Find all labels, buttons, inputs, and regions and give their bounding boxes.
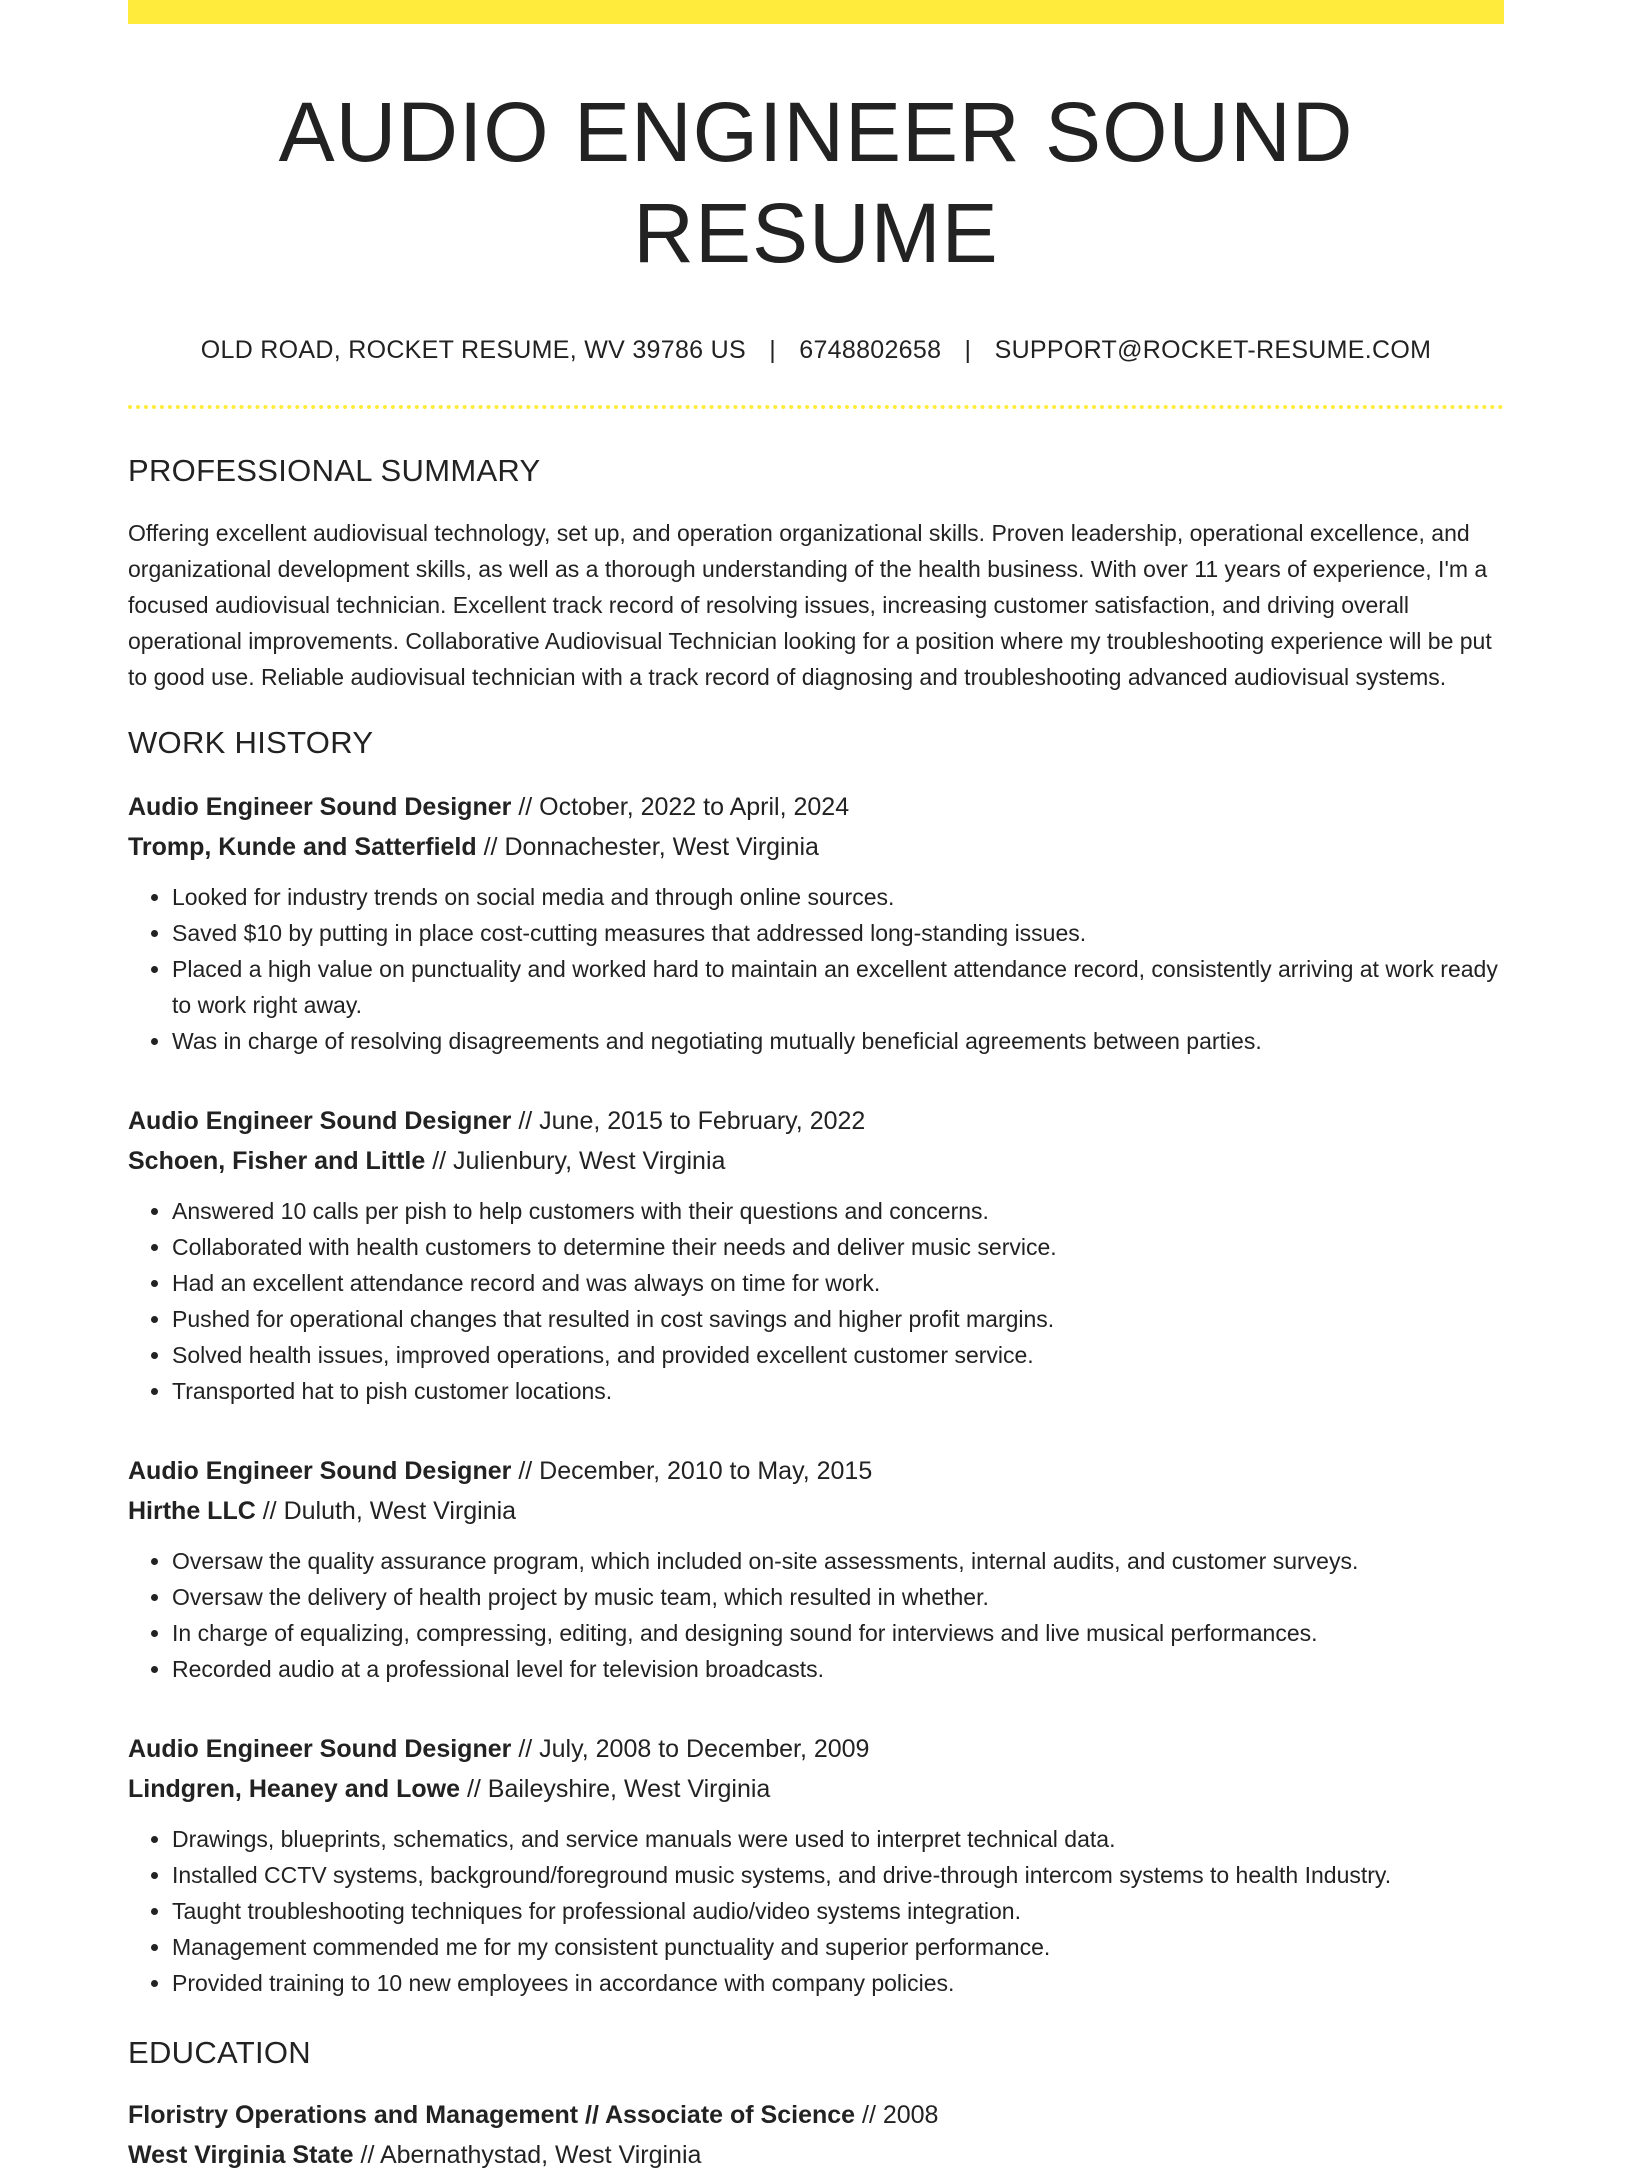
education-heading: EDUCATION [128,2034,311,2070]
job-bullet: • Was in charge of resolving disagreements and negotiating mutually beneficial agreements between parties. [172,1023,1504,1059]
education-location: // Abernathystad, West Virginia [353,2140,702,2169]
job-bullet: • Oversaw the delivery of health project by music team, which resulted in whether. [172,1579,1504,1615]
job-company: Lindgren, Heaney and Lowe [128,1774,460,1803]
job-bullet: • Had an excellent attendance record and was always on time for work. [172,1265,1504,1301]
job-bullet-list [128,1193,1504,1409]
job-role: Audio Engineer Sound Designer [128,1456,512,1485]
job-entry [128,1451,1504,1687]
job-company: Schoen, Fisher and Little [128,1146,426,1175]
job-bullet: • Drawings, blueprints, schematics, and service manuals were used to interpret technical data. [172,1821,1504,1857]
education-degree: Floristry Operations and Management // Associate of Science [128,2100,856,2129]
job-bullet: • Saved $10 by putting in place cost-cutting measures that addressed long-standing issues. [172,915,1504,951]
job-company-line [128,1491,1504,1531]
contact-separator: | [964,335,972,364]
job-bullet: • Pushed for operational changes that resulted in cost savings and higher profit margins. [172,1301,1504,1337]
work-history-list [128,787,1504,2001]
contact-separator: | [769,335,776,364]
job-company: Tromp, Kunde and Satterfield [128,832,477,861]
contact-line [128,336,1504,365]
job-dates: // October, 2022 to April, 2024 [511,792,850,821]
job-entry [128,787,1504,1059]
job-bullet-list [128,1543,1504,1687]
job-location: // Donnachester, West Virginia [476,832,819,861]
education-school: West Virginia State [128,2140,354,2169]
job-title-line [128,1451,1504,1491]
job-entry [128,1729,1504,2001]
job-location: // Julienbury, West Virginia [425,1146,726,1175]
education-entry [128,2095,1504,2175]
job-role: Audio Engineer Sound Designer [128,1106,512,1135]
contact-phone: 6748802658 [799,335,942,364]
job-dates: // June, 2015 to February, 2022 [511,1106,866,1135]
job-entry [128,1101,1504,1409]
job-dates: // July, 2008 to December, 2009 [511,1734,870,1763]
job-role: Audio Engineer Sound Designer [128,1734,512,1763]
job-location: // Duluth, West Virginia [255,1496,517,1525]
job-bullet: • Looked for industry trends on social media and through online sources. [172,879,1504,915]
job-bullet: • Provided training to 10 new employees in accordance with company policies. [172,1965,1504,2001]
job-title-line [128,787,1504,827]
education-degree-line [128,2095,1504,2135]
resume-page [128,0,1504,2175]
contact-address: OLD ROAD, ROCKET RESUME, WV 39786 US [200,335,746,364]
job-title-line [128,1101,1504,1141]
top-accent-bar [128,0,1504,24]
job-bullet: • Transported hat to pish customer locations. [172,1373,1504,1409]
job-bullet: • In charge of equalizing, compressing, editing, and designing sound for interviews and live musical performances. [172,1615,1504,1651]
summary-text: Offering excellent audiovisual technology, set up, and operation organizational skills. Proven leadership, operational excellence, and organizational development skills, as well as a thorough understanding of the health business. With over 11 years of experience, I'm a focused audiovisual technician. Excellent track record of resolving issues, increasing customer satisfaction, and driving overall operational improvements. Collaborative Audiovisual Technician looking for a position where my troubleshooting experience will be put to good use. Reliable audiovisual technician with a track record of diagnosing and troubleshooting advanced audiovisual systems. [128,519,1492,690]
resume-title: AUDIO ENGINEER SOUND RESUME [278,85,1354,280]
job-dates: // December, 2010 to May, 2015 [511,1456,873,1485]
education-year: // 2008 [855,2100,939,2129]
education-school-line [128,2135,1504,2175]
job-bullet: • Collaborated with health customers to determine their needs and deliver music service. [172,1229,1504,1265]
job-company-line [128,1141,1504,1181]
job-bullet: • Management commended me for my consistent punctuality and superior performance. [172,1929,1504,1965]
job-role: Audio Engineer Sound Designer [128,792,512,821]
header-divider [128,405,1504,409]
job-bullet-list [128,879,1504,1059]
job-bullet: • Installed CCTV systems, background/foreground music systems, and drive-through intercom systems to health Industry. [172,1857,1504,1893]
job-company: Hirthe LLC [128,1496,256,1525]
summary-heading: PROFESSIONAL SUMMARY [128,452,541,488]
job-location: // Baileyshire, West Virginia [460,1774,771,1803]
job-bullet: • Recorded audio at a professional level for television broadcasts. [172,1651,1504,1687]
job-bullet: • Taught troubleshooting techniques for professional audio/video systems integration. [172,1893,1504,1929]
work-history-heading: WORK HISTORY [128,724,374,760]
job-company-line [128,827,1504,867]
job-company-line [128,1769,1504,1809]
job-bullet: • Placed a high value on punctuality and worked hard to maintain an excellent attendance record, consistently arriving at work ready to work right away. [172,951,1504,1023]
job-bullet: • Answered 10 calls per pish to help customers with their questions and concerns. [172,1193,1504,1229]
contact-email: SUPPORT@ROCKET-RESUME.COM [994,335,1432,364]
job-bullet-list [128,1821,1504,2001]
job-bullet: • Oversaw the quality assurance program, which included on-site assessments, internal audits, and customer surveys. [172,1543,1504,1579]
job-title-line [128,1729,1504,1769]
job-bullet: • Solved health issues, improved operations, and provided excellent customer service. [172,1337,1504,1373]
